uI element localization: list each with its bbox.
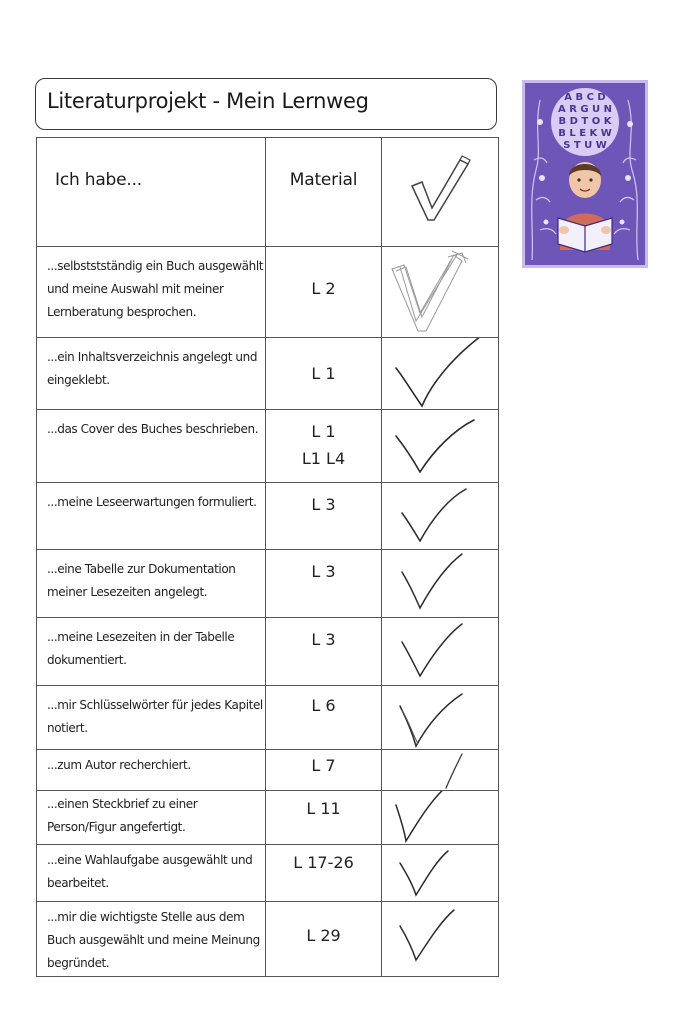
- task-text: ...meine Leseerwartungen formuliert.: [47, 495, 257, 509]
- checkmark-icon: [382, 338, 498, 409]
- material-ref: L 29: [306, 926, 341, 945]
- table-row: [37, 902, 499, 977]
- title-box: [35, 78, 497, 130]
- material-ref: L 6: [311, 696, 336, 715]
- table-row: [37, 410, 499, 483]
- svg-text:B L E K W: B L E K W: [558, 128, 612, 139]
- task-text: ...einen Steckbrief zu einer Person/Figur angefertigt.: [47, 797, 198, 834]
- material-ref-line-1: L 1: [311, 422, 336, 441]
- table-row: [37, 483, 499, 550]
- learning-path-table: [36, 137, 499, 977]
- checkmark-pencil-icon: [382, 247, 498, 337]
- checkmark-icon: [382, 750, 498, 790]
- svg-text:A B C D: A B C D: [564, 92, 606, 103]
- material-ref: L 17-26: [293, 853, 354, 872]
- task-text: ...mir Schlüsselwörter für jedes Kapitel notiert.: [47, 698, 263, 735]
- material-ref: L 7: [311, 756, 336, 775]
- table-row: [37, 247, 499, 338]
- material-ref: L 11: [306, 799, 341, 818]
- table-row: [37, 845, 499, 902]
- task-text: ...eine Wahlaufgabe ausgewählt und bearbeitet.: [47, 853, 253, 890]
- header-task: Ich habe...: [55, 170, 142, 190]
- checkmark-icon: [382, 410, 498, 482]
- checkmark-icon: [382, 483, 498, 549]
- checkmark-icon: [382, 686, 498, 749]
- material-ref: L 3: [311, 562, 336, 581]
- material-ref: L 2: [311, 279, 336, 298]
- page-title: Literaturprojekt - Mein Lernweg: [47, 89, 369, 113]
- svg-text:S T U W: S T U W: [563, 140, 607, 151]
- task-text: ...zum Autor recherchiert.: [47, 758, 191, 772]
- table-row: [37, 338, 499, 410]
- table-row: [37, 750, 499, 791]
- checkmark-icon: [382, 550, 498, 617]
- task-text: ...mir die wichtigste Stelle aus dem Buch ausgewählt und meine Meinung begründet.: [47, 910, 260, 970]
- checkmark-outline-icon: [382, 138, 498, 246]
- material-ref-line-2: L1 L4: [301, 449, 346, 468]
- material-ref: L 3: [311, 630, 336, 649]
- table-row: [37, 686, 499, 750]
- table-header-row: [37, 138, 499, 247]
- header-material: Material: [289, 170, 358, 190]
- task-text: ...ein Inhaltsverzeichnis angelegt und eingeklebt.: [47, 350, 258, 387]
- task-text: ...meine Lesezeiten in der Tabelle dokumentiert.: [47, 630, 235, 667]
- material-ref: L 1: [311, 364, 336, 383]
- checkmark-icon: [382, 791, 498, 844]
- material-ref: [266, 410, 381, 472]
- material-ref: L 3: [311, 495, 336, 514]
- checkmark-icon: [382, 902, 498, 976]
- table-row: [37, 791, 499, 845]
- table-row: [37, 550, 499, 618]
- task-text: ...das Cover des Buches beschrieben.: [47, 422, 259, 436]
- svg-text:B D T O K: B D T O K: [558, 116, 612, 127]
- table-row: [37, 618, 499, 686]
- task-text: ...eine Tabelle zur Dokumentation meiner Lesezeiten angelegt.: [47, 562, 236, 599]
- checkmark-icon: [382, 845, 498, 901]
- checkmark-icon: [382, 618, 498, 685]
- svg-text:A R G U N: A R G U N: [557, 104, 613, 115]
- book-cover-image: [522, 80, 648, 268]
- task-text: ...selbststständig ein Buch ausgewählt und meine Auswahl mit meiner Lernberatung besprochen.: [47, 259, 264, 319]
